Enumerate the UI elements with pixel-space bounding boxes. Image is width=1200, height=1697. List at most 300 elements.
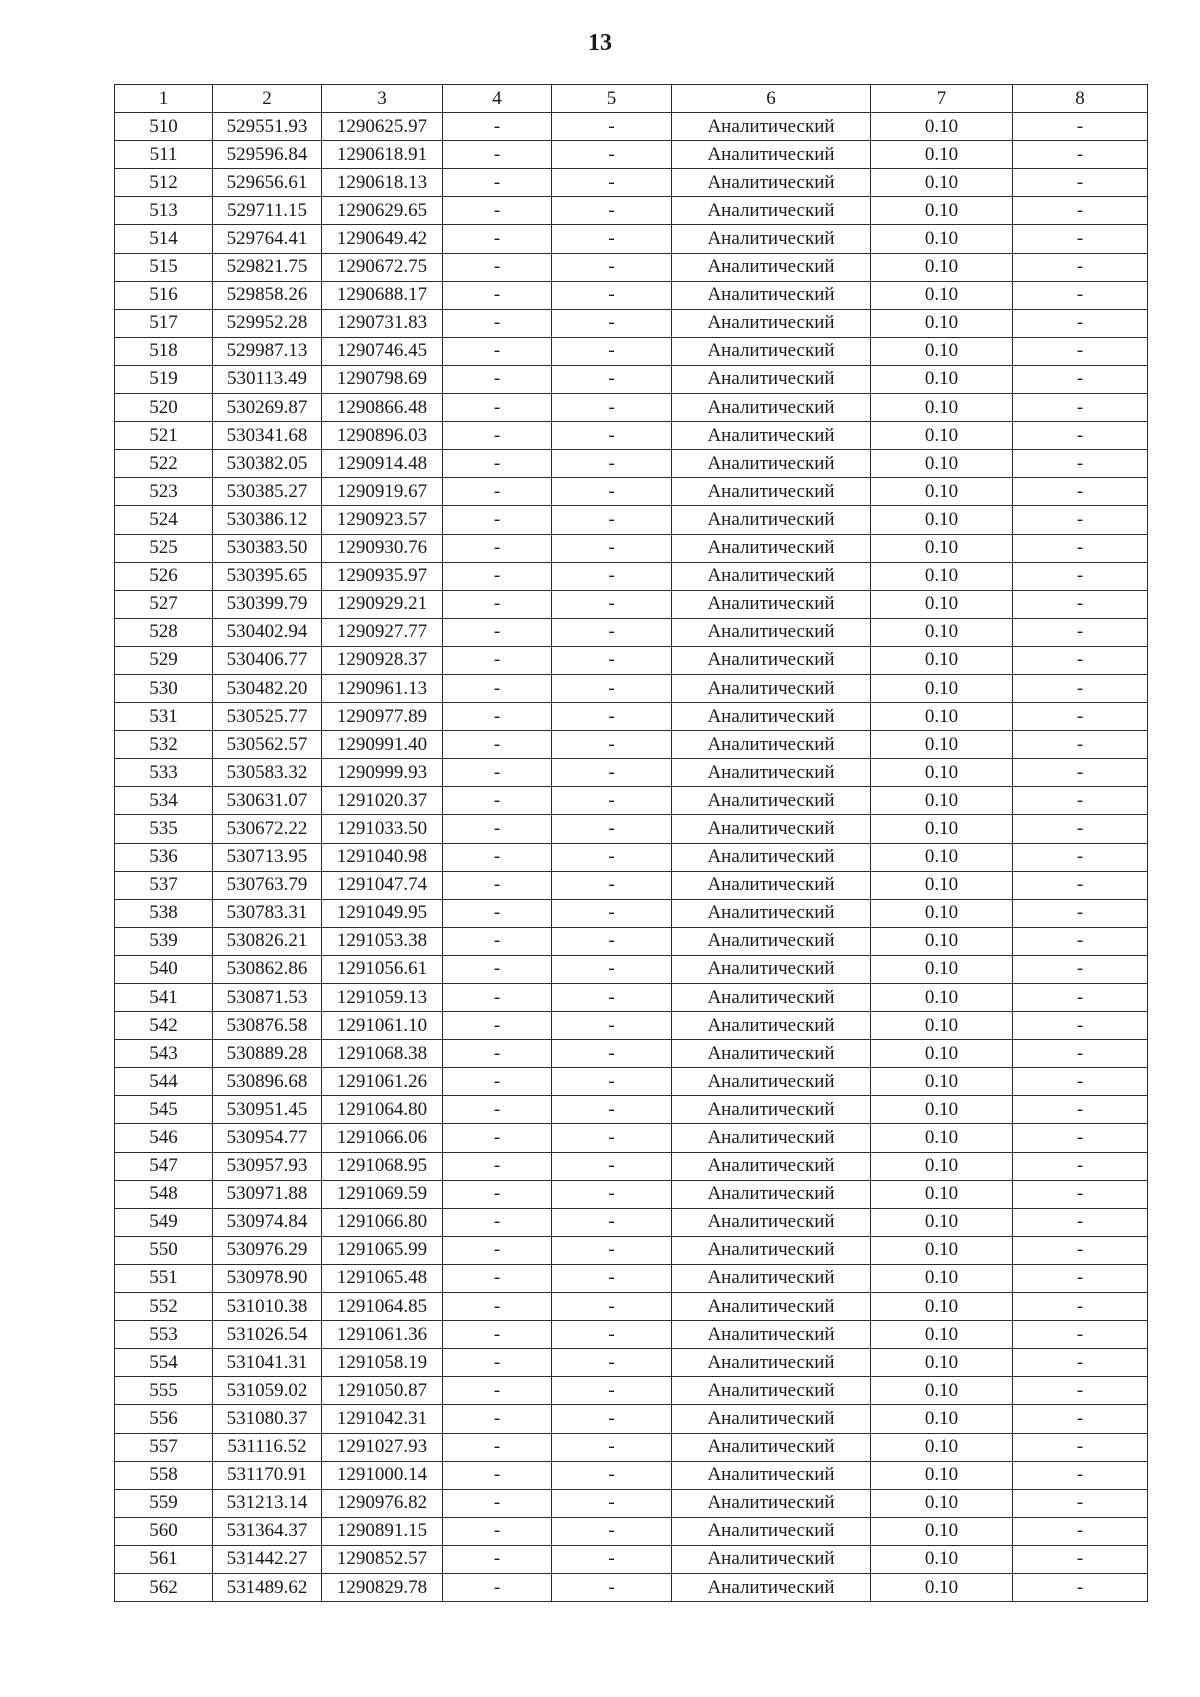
- cell-col-8: -: [1013, 759, 1148, 787]
- cell-accuracy: 0.10: [871, 337, 1013, 365]
- cell-x-coordinate: 530954.77: [213, 1124, 322, 1152]
- cell-col-4: -: [443, 225, 552, 253]
- cell-point-number: 558: [115, 1461, 213, 1489]
- cell-accuracy: 0.10: [871, 759, 1013, 787]
- cell-method: Аналитический: [672, 534, 871, 562]
- cell-point-number: 542: [115, 1012, 213, 1040]
- cell-x-coordinate: 531041.31: [213, 1349, 322, 1377]
- cell-y-coordinate: 1290891.15: [322, 1517, 443, 1545]
- cell-col-8: -: [1013, 787, 1148, 815]
- cell-method: Аналитический: [672, 337, 871, 365]
- table-row: [115, 1517, 1148, 1545]
- cell-accuracy: 0.10: [871, 365, 1013, 393]
- table-row: [115, 450, 1148, 478]
- cell-accuracy: 0.10: [871, 815, 1013, 843]
- table-row: [115, 1545, 1148, 1573]
- cell-accuracy: 0.10: [871, 253, 1013, 281]
- cell-x-coordinate: 530395.65: [213, 562, 322, 590]
- table-row: [115, 1461, 1148, 1489]
- cell-y-coordinate: 1290961.13: [322, 674, 443, 702]
- cell-x-coordinate: 529821.75: [213, 253, 322, 281]
- cell-y-coordinate: 1290927.77: [322, 618, 443, 646]
- cell-y-coordinate: 1291027.93: [322, 1433, 443, 1461]
- cell-accuracy: 0.10: [871, 1040, 1013, 1068]
- cell-method: Аналитический: [672, 1152, 871, 1180]
- cell-col-5: -: [552, 197, 672, 225]
- cell-accuracy: 0.10: [871, 422, 1013, 450]
- cell-col-5: -: [552, 955, 672, 983]
- cell-y-coordinate: 1290829.78: [322, 1573, 443, 1601]
- cell-x-coordinate: 531170.91: [213, 1461, 322, 1489]
- cell-col-4: -: [443, 955, 552, 983]
- cell-col-4: -: [443, 197, 552, 225]
- cell-y-coordinate: 1290999.93: [322, 759, 443, 787]
- cell-col-5: -: [552, 1517, 672, 1545]
- cell-point-number: 549: [115, 1208, 213, 1236]
- cell-col-5: -: [552, 309, 672, 337]
- cell-col-4: -: [443, 450, 552, 478]
- cell-col-4: -: [443, 618, 552, 646]
- table-row: [115, 646, 1148, 674]
- cell-y-coordinate: 1290919.67: [322, 478, 443, 506]
- cell-point-number: 544: [115, 1068, 213, 1096]
- cell-col-8: -: [1013, 1433, 1148, 1461]
- table-row: [115, 955, 1148, 983]
- cell-accuracy: 0.10: [871, 899, 1013, 927]
- cell-col-5: -: [552, 590, 672, 618]
- table-header-row: [115, 85, 1148, 113]
- cell-col-8: -: [1013, 534, 1148, 562]
- cell-col-5: -: [552, 646, 672, 674]
- column-header-1: 1: [115, 85, 213, 113]
- cell-col-8: -: [1013, 253, 1148, 281]
- cell-col-4: -: [443, 731, 552, 759]
- table-row: [115, 422, 1148, 450]
- cell-col-4: -: [443, 590, 552, 618]
- cell-method: Аналитический: [672, 871, 871, 899]
- cell-method: Аналитический: [672, 450, 871, 478]
- table-row: [115, 927, 1148, 955]
- cell-col-4: -: [443, 1489, 552, 1517]
- cell-col-5: -: [552, 843, 672, 871]
- table-row: [115, 703, 1148, 731]
- cell-y-coordinate: 1290731.83: [322, 309, 443, 337]
- cell-method: Аналитический: [672, 955, 871, 983]
- cell-method: Аналитический: [672, 1433, 871, 1461]
- cell-point-number: 527: [115, 590, 213, 618]
- cell-col-5: -: [552, 787, 672, 815]
- cell-x-coordinate: 530871.53: [213, 984, 322, 1012]
- cell-col-8: -: [1013, 1096, 1148, 1124]
- cell-method: Аналитический: [672, 843, 871, 871]
- cell-y-coordinate: 1291000.14: [322, 1461, 443, 1489]
- cell-x-coordinate: 530341.68: [213, 422, 322, 450]
- cell-col-5: -: [552, 1349, 672, 1377]
- cell-col-4: -: [443, 1349, 552, 1377]
- cell-x-coordinate: 530113.49: [213, 365, 322, 393]
- cell-point-number: 541: [115, 984, 213, 1012]
- table-row: [115, 225, 1148, 253]
- cell-accuracy: 0.10: [871, 506, 1013, 534]
- cell-method: Аналитический: [672, 703, 871, 731]
- cell-col-8: -: [1013, 899, 1148, 927]
- cell-col-4: -: [443, 309, 552, 337]
- cell-col-8: -: [1013, 1489, 1148, 1517]
- cell-col-5: -: [552, 899, 672, 927]
- cell-x-coordinate: 531489.62: [213, 1573, 322, 1601]
- cell-point-number: 555: [115, 1377, 213, 1405]
- cell-method: Аналитический: [672, 562, 871, 590]
- cell-accuracy: 0.10: [871, 1573, 1013, 1601]
- cell-col-4: -: [443, 1152, 552, 1180]
- table-row: [115, 1040, 1148, 1068]
- table-row: [115, 843, 1148, 871]
- cell-accuracy: 0.10: [871, 843, 1013, 871]
- cell-accuracy: 0.10: [871, 534, 1013, 562]
- cell-col-8: -: [1013, 1405, 1148, 1433]
- cell-method: Аналитический: [672, 618, 871, 646]
- cell-point-number: 561: [115, 1545, 213, 1573]
- cell-method: Аналитический: [672, 731, 871, 759]
- cell-col-4: -: [443, 1433, 552, 1461]
- cell-y-coordinate: 1291066.06: [322, 1124, 443, 1152]
- cell-x-coordinate: 530974.84: [213, 1208, 322, 1236]
- cell-point-number: 516: [115, 281, 213, 309]
- cell-point-number: 537: [115, 871, 213, 899]
- cell-x-coordinate: 530631.07: [213, 787, 322, 815]
- cell-col-8: -: [1013, 843, 1148, 871]
- cell-point-number: 554: [115, 1349, 213, 1377]
- cell-accuracy: 0.10: [871, 1545, 1013, 1573]
- cell-method: Аналитический: [672, 1489, 871, 1517]
- cell-accuracy: 0.10: [871, 169, 1013, 197]
- cell-col-4: -: [443, 1573, 552, 1601]
- cell-y-coordinate: 1290935.97: [322, 562, 443, 590]
- cell-col-5: -: [552, 1489, 672, 1517]
- cell-col-5: -: [552, 1321, 672, 1349]
- cell-col-8: -: [1013, 674, 1148, 702]
- cell-col-4: -: [443, 646, 552, 674]
- cell-point-number: 539: [115, 927, 213, 955]
- cell-y-coordinate: 1290991.40: [322, 731, 443, 759]
- cell-point-number: 533: [115, 759, 213, 787]
- cell-method: Аналитический: [672, 422, 871, 450]
- cell-col-4: -: [443, 1264, 552, 1292]
- cell-col-8: -: [1013, 562, 1148, 590]
- cell-accuracy: 0.10: [871, 450, 1013, 478]
- cell-accuracy: 0.10: [871, 955, 1013, 983]
- cell-x-coordinate: 531116.52: [213, 1433, 322, 1461]
- cell-y-coordinate: 1290976.82: [322, 1489, 443, 1517]
- table-row: [115, 984, 1148, 1012]
- cell-x-coordinate: 530971.88: [213, 1180, 322, 1208]
- cell-col-5: -: [552, 1152, 672, 1180]
- cell-y-coordinate: 1290930.76: [322, 534, 443, 562]
- cell-point-number: 520: [115, 394, 213, 422]
- cell-col-4: -: [443, 506, 552, 534]
- cell-col-5: -: [552, 1377, 672, 1405]
- cell-y-coordinate: 1291069.59: [322, 1180, 443, 1208]
- cell-method: Аналитический: [672, 927, 871, 955]
- cell-point-number: 559: [115, 1489, 213, 1517]
- cell-col-5: -: [552, 1040, 672, 1068]
- cell-point-number: 528: [115, 618, 213, 646]
- cell-col-5: -: [552, 984, 672, 1012]
- cell-col-4: -: [443, 422, 552, 450]
- cell-method: Аналитический: [672, 759, 871, 787]
- table-row: [115, 1349, 1148, 1377]
- cell-point-number: 511: [115, 141, 213, 169]
- cell-col-8: -: [1013, 1293, 1148, 1321]
- cell-method: Аналитический: [672, 253, 871, 281]
- cell-accuracy: 0.10: [871, 984, 1013, 1012]
- cell-col-8: -: [1013, 703, 1148, 731]
- cell-point-number: 538: [115, 899, 213, 927]
- cell-x-coordinate: 531026.54: [213, 1321, 322, 1349]
- cell-method: Аналитический: [672, 365, 871, 393]
- cell-x-coordinate: 531213.14: [213, 1489, 322, 1517]
- table-row: [115, 1293, 1148, 1321]
- table-row: [115, 113, 1148, 141]
- cell-x-coordinate: 530482.20: [213, 674, 322, 702]
- cell-accuracy: 0.10: [871, 1293, 1013, 1321]
- cell-accuracy: 0.10: [871, 1096, 1013, 1124]
- cell-col-5: -: [552, 1180, 672, 1208]
- table-row: [115, 759, 1148, 787]
- cell-method: Аналитический: [672, 1293, 871, 1321]
- cell-method: Аналитический: [672, 169, 871, 197]
- cell-col-8: -: [1013, 1180, 1148, 1208]
- cell-point-number: 526: [115, 562, 213, 590]
- cell-col-4: -: [443, 871, 552, 899]
- cell-col-8: -: [1013, 337, 1148, 365]
- cell-col-8: -: [1013, 646, 1148, 674]
- table-row: [115, 534, 1148, 562]
- cell-col-8: -: [1013, 281, 1148, 309]
- coordinates-table: [114, 84, 1148, 1602]
- cell-col-8: -: [1013, 1152, 1148, 1180]
- cell-point-number: 551: [115, 1264, 213, 1292]
- cell-accuracy: 0.10: [871, 590, 1013, 618]
- cell-col-4: -: [443, 169, 552, 197]
- cell-point-number: 540: [115, 955, 213, 983]
- cell-y-coordinate: 1290929.21: [322, 590, 443, 618]
- table-row: [115, 1377, 1148, 1405]
- cell-method: Аналитический: [672, 113, 871, 141]
- cell-col-5: -: [552, 1405, 672, 1433]
- cell-y-coordinate: 1291047.74: [322, 871, 443, 899]
- table-row: [115, 1180, 1148, 1208]
- cell-point-number: 518: [115, 337, 213, 365]
- cell-y-coordinate: 1290649.42: [322, 225, 443, 253]
- cell-method: Аналитический: [672, 1124, 871, 1152]
- cell-y-coordinate: 1290618.13: [322, 169, 443, 197]
- cell-col-5: -: [552, 703, 672, 731]
- cell-point-number: 531: [115, 703, 213, 731]
- cell-accuracy: 0.10: [871, 1208, 1013, 1236]
- table-row: [115, 731, 1148, 759]
- table-row: [115, 618, 1148, 646]
- cell-y-coordinate: 1291040.98: [322, 843, 443, 871]
- cell-col-8: -: [1013, 141, 1148, 169]
- cell-method: Аналитический: [672, 1517, 871, 1545]
- cell-x-coordinate: 530386.12: [213, 506, 322, 534]
- cell-point-number: 515: [115, 253, 213, 281]
- cell-method: Аналитический: [672, 1377, 871, 1405]
- cell-y-coordinate: 1291058.19: [322, 1349, 443, 1377]
- table-row: [115, 1068, 1148, 1096]
- cell-col-5: -: [552, 253, 672, 281]
- table-row: [115, 871, 1148, 899]
- cell-col-8: -: [1013, 113, 1148, 141]
- cell-col-4: -: [443, 1180, 552, 1208]
- table-row: [115, 506, 1148, 534]
- cell-col-5: -: [552, 1124, 672, 1152]
- cell-accuracy: 0.10: [871, 1264, 1013, 1292]
- cell-col-5: -: [552, 1068, 672, 1096]
- cell-method: Аналитический: [672, 984, 871, 1012]
- cell-col-4: -: [443, 1405, 552, 1433]
- cell-col-5: -: [552, 927, 672, 955]
- cell-col-4: -: [443, 1377, 552, 1405]
- cell-col-5: -: [552, 225, 672, 253]
- cell-col-5: -: [552, 450, 672, 478]
- cell-col-5: -: [552, 534, 672, 562]
- table-row: [115, 1489, 1148, 1517]
- cell-accuracy: 0.10: [871, 871, 1013, 899]
- column-header-6: 6: [672, 85, 871, 113]
- cell-point-number: 522: [115, 450, 213, 478]
- cell-col-4: -: [443, 253, 552, 281]
- cell-method: Аналитический: [672, 815, 871, 843]
- cell-accuracy: 0.10: [871, 1236, 1013, 1264]
- cell-col-5: -: [552, 1545, 672, 1573]
- cell-method: Аналитический: [672, 1405, 871, 1433]
- cell-point-number: 524: [115, 506, 213, 534]
- cell-y-coordinate: 1290618.91: [322, 141, 443, 169]
- cell-col-8: -: [1013, 1040, 1148, 1068]
- cell-x-coordinate: 531364.37: [213, 1517, 322, 1545]
- cell-col-8: -: [1013, 309, 1148, 337]
- cell-x-coordinate: 530976.29: [213, 1236, 322, 1264]
- cell-x-coordinate: 530763.79: [213, 871, 322, 899]
- cell-col-4: -: [443, 674, 552, 702]
- cell-col-4: -: [443, 365, 552, 393]
- cell-y-coordinate: 1291061.10: [322, 1012, 443, 1040]
- cell-y-coordinate: 1290896.03: [322, 422, 443, 450]
- cell-method: Аналитический: [672, 674, 871, 702]
- cell-col-5: -: [552, 1096, 672, 1124]
- cell-x-coordinate: 531010.38: [213, 1293, 322, 1321]
- column-header-4: 4: [443, 85, 552, 113]
- cell-method: Аналитический: [672, 1321, 871, 1349]
- cell-y-coordinate: 1291042.31: [322, 1405, 443, 1433]
- cell-col-8: -: [1013, 1236, 1148, 1264]
- cell-method: Аналитический: [672, 1573, 871, 1601]
- cell-point-number: 560: [115, 1517, 213, 1545]
- cell-point-number: 536: [115, 843, 213, 871]
- cell-x-coordinate: 530525.77: [213, 703, 322, 731]
- cell-x-coordinate: 529764.41: [213, 225, 322, 253]
- cell-x-coordinate: 529656.61: [213, 169, 322, 197]
- cell-point-number: 514: [115, 225, 213, 253]
- cell-accuracy: 0.10: [871, 618, 1013, 646]
- table-row: [115, 899, 1148, 927]
- cell-method: Аналитический: [672, 1208, 871, 1236]
- cell-method: Аналитический: [672, 899, 871, 927]
- cell-col-8: -: [1013, 1573, 1148, 1601]
- table-row: [115, 281, 1148, 309]
- cell-point-number: 548: [115, 1180, 213, 1208]
- table-row: [115, 1405, 1148, 1433]
- cell-point-number: 543: [115, 1040, 213, 1068]
- column-header-8: 8: [1013, 85, 1148, 113]
- cell-method: Аналитический: [672, 590, 871, 618]
- cell-point-number: 519: [115, 365, 213, 393]
- cell-point-number: 553: [115, 1321, 213, 1349]
- cell-col-4: -: [443, 281, 552, 309]
- cell-col-8: -: [1013, 1068, 1148, 1096]
- cell-col-8: -: [1013, 225, 1148, 253]
- cell-col-8: -: [1013, 1461, 1148, 1489]
- cell-method: Аналитический: [672, 646, 871, 674]
- cell-col-8: -: [1013, 197, 1148, 225]
- cell-col-5: -: [552, 871, 672, 899]
- cell-col-4: -: [443, 984, 552, 1012]
- cell-col-4: -: [443, 394, 552, 422]
- cell-col-8: -: [1013, 1545, 1148, 1573]
- cell-col-8: -: [1013, 365, 1148, 393]
- cell-accuracy: 0.10: [871, 1517, 1013, 1545]
- cell-accuracy: 0.10: [871, 197, 1013, 225]
- cell-y-coordinate: 1290672.75: [322, 253, 443, 281]
- cell-point-number: 517: [115, 309, 213, 337]
- cell-x-coordinate: 530876.58: [213, 1012, 322, 1040]
- cell-accuracy: 0.10: [871, 1405, 1013, 1433]
- table-row: [115, 169, 1148, 197]
- cell-method: Аналитический: [672, 478, 871, 506]
- cell-accuracy: 0.10: [871, 1321, 1013, 1349]
- table-row: [115, 337, 1148, 365]
- cell-col-5: -: [552, 562, 672, 590]
- table-row: [115, 674, 1148, 702]
- column-header-7: 7: [871, 85, 1013, 113]
- cell-col-4: -: [443, 113, 552, 141]
- table-row: [115, 1236, 1148, 1264]
- cell-method: Аналитический: [672, 394, 871, 422]
- cell-y-coordinate: 1291061.36: [322, 1321, 443, 1349]
- table-row: [115, 1096, 1148, 1124]
- cell-col-4: -: [443, 899, 552, 927]
- page-number: 13: [588, 30, 612, 56]
- cell-col-5: -: [552, 759, 672, 787]
- cell-col-4: -: [443, 141, 552, 169]
- cell-x-coordinate: 530402.94: [213, 618, 322, 646]
- cell-point-number: 562: [115, 1573, 213, 1601]
- cell-col-5: -: [552, 281, 672, 309]
- cell-col-8: -: [1013, 1377, 1148, 1405]
- cell-col-4: -: [443, 1012, 552, 1040]
- cell-x-coordinate: 530783.31: [213, 899, 322, 927]
- cell-accuracy: 0.10: [871, 703, 1013, 731]
- cell-col-5: -: [552, 1208, 672, 1236]
- table-row: [115, 1124, 1148, 1152]
- cell-x-coordinate: 529987.13: [213, 337, 322, 365]
- cell-y-coordinate: 1290852.57: [322, 1545, 443, 1573]
- cell-col-4: -: [443, 1040, 552, 1068]
- cell-x-coordinate: 530957.93: [213, 1152, 322, 1180]
- cell-x-coordinate: 530399.79: [213, 590, 322, 618]
